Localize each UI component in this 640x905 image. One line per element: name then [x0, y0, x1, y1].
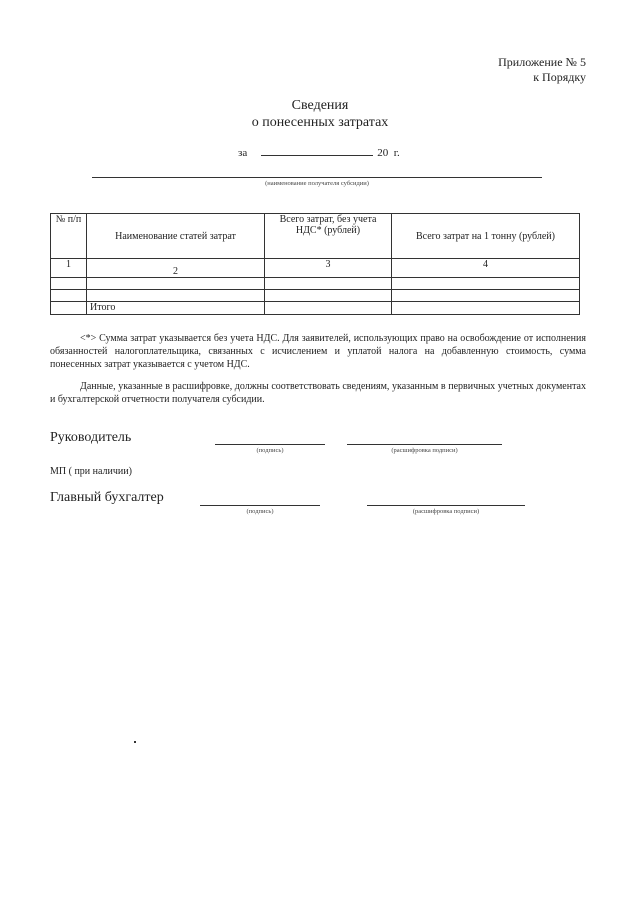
- header-total-per-ton: Всего затрат на 1 тонну (рублей): [392, 214, 580, 259]
- period-suffix: г.: [393, 147, 400, 159]
- table-row: [51, 278, 580, 290]
- period-year: 20: [377, 147, 389, 159]
- table-header-row: [51, 214, 580, 259]
- head-signature-line: [215, 444, 325, 445]
- accountant-signature-line: [200, 505, 320, 506]
- stamp-label: МП ( при наличии): [50, 466, 132, 477]
- accountant-decoding-caption: (расшифровка подписи): [412, 508, 480, 515]
- column-number-1: 1: [51, 259, 87, 278]
- head-decoding-caption: (расшифровка подписи): [391, 447, 458, 454]
- column-number-4: 4: [392, 259, 580, 278]
- recipient-line: [92, 177, 542, 178]
- appendix-number: Приложение № 5: [498, 55, 586, 69]
- header-cost-item: Наименование статей затрат: [87, 214, 265, 259]
- period-blank: [261, 146, 373, 156]
- head-label: Руководитель: [50, 430, 132, 445]
- period-prefix: за: [238, 147, 248, 159]
- head-decoding-line: [347, 444, 502, 445]
- column-number-2: 2: [87, 259, 265, 278]
- appendix-to-order: к Порядку: [533, 70, 586, 84]
- accountant-decoding-line: [367, 505, 525, 506]
- table-row: [51, 259, 580, 278]
- column-number-3: 3: [265, 259, 392, 278]
- accountant-label: Главный бухгалтер: [50, 490, 164, 505]
- accountant-signature-caption: (подпись): [246, 508, 274, 515]
- footnote: <*> Сумма затрат указывается без учета НДС. Для заявителей, использующих право на освобождение от исполнения обязанностей налогоплательщика, связанных с исчислением и уплатой налога на добавленную стоимость, сумма понесенных затрат указывается с учетом НДС.: [50, 333, 586, 370]
- header-total-without-vat: Всего затрат, без учета НДС* (рублей): [265, 214, 392, 259]
- recipient-caption: (наименование получателя субсидии): [265, 180, 369, 187]
- period-line: [238, 146, 400, 159]
- stray-mark: [134, 741, 136, 743]
- header-number: № п/п: [51, 214, 87, 259]
- table-row-total: [51, 302, 580, 315]
- total-label: Итого: [87, 302, 265, 315]
- head-signature-caption: (подпись): [256, 447, 284, 454]
- table-row: [51, 290, 580, 302]
- document-title: Сведения: [291, 98, 349, 113]
- document-subtitle: о понесенных затратах: [251, 115, 389, 130]
- costs-table: [50, 213, 580, 315]
- data-note: Данные, указанные в расшифровке, должны соответствовать сведениям, указанным в первичных учетных документах и бухгалтерской отчетности получателя субсидии.: [50, 381, 586, 405]
